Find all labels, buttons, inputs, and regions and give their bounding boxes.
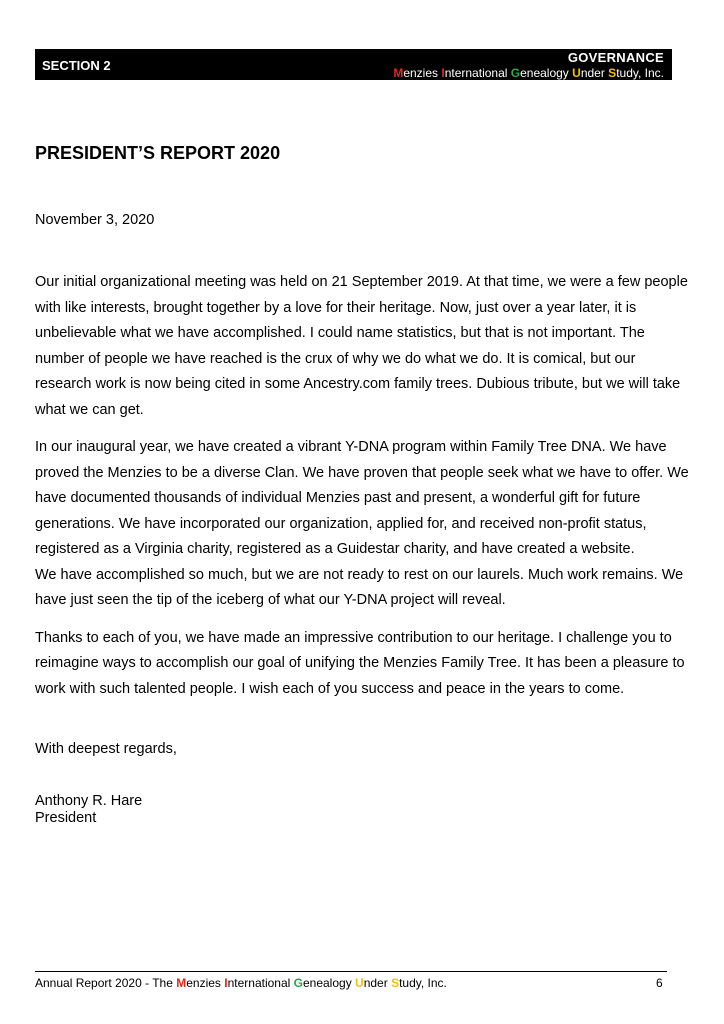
closing-line: With deepest regards, — [35, 741, 177, 757]
footer-initial-u: U — [355, 976, 364, 990]
footer-word-menzies: enzies — [186, 976, 225, 990]
org-word-international: nternational — [444, 66, 511, 80]
footer-initial-i: I — [224, 976, 228, 990]
footer-initial-m: M — [176, 976, 187, 990]
report-date: November 3, 2020 — [35, 212, 155, 228]
org-word-menzies: enzies — [403, 66, 442, 80]
org-initial-m: M — [393, 66, 404, 80]
footer-word-genealogy: enealogy — [302, 976, 356, 990]
section-label: SECTION 2 — [42, 58, 111, 73]
report-body — [35, 270, 695, 714]
org-initial-g: G — [510, 66, 521, 80]
footer-text — [35, 976, 447, 990]
page-number: 6 — [656, 976, 663, 990]
footer-word-international: nternational — [227, 976, 294, 990]
org-initial-u: U — [572, 66, 581, 80]
paragraph-2: In our inaugural year, we have created a vibrant Y-DNA program within Family Tree DNA. We have proved the Menzies to be a diverse Clan. We have proven that people seek what we have to offer. We have documented thousands of individual Menzies past and present, a wonderful gift for future generations. We have incorporated our organization, applied for, and received non-profit status, registered as a Virginia charity, registered as a Guidestar charity, and have created a website. — [35, 439, 689, 557]
governance-label: GOVERNANCE — [567, 50, 664, 65]
org-word-genealogy: enealogy — [520, 66, 573, 80]
signatory-name: Anthony R. Hare — [35, 793, 143, 809]
section-header-bar — [35, 49, 672, 80]
footer-word-under: nder — [363, 976, 392, 990]
footer-initial-g: G — [293, 976, 303, 990]
paragraph-4: Thanks to each of you, we have made an impressive contribution to our heritage. I challenge you to reimagine ways to accomplish our goal of unifying the Menzies Family Tree. It has been a pleasure to work with such talented people. I wish each of you success and peace in the years to come. — [35, 629, 685, 697]
footer-prefix: Annual Report 2020 - The — [35, 976, 177, 990]
org-word-under: nder — [580, 66, 609, 80]
page-title: PRESIDENT’S REPORT 2020 — [35, 143, 281, 163]
footer-initial-s: S — [391, 976, 400, 990]
paragraph-3: We have accomplished so much, but we are not ready to rest on our laurels. Much work remains. We have just seen the tip of the iceberg of what our Y-DNA project will reveal. — [35, 566, 684, 608]
org-initial-s: S — [608, 66, 617, 80]
footer-word-study: tudy, Inc. — [399, 976, 447, 990]
paragraph-1: Our initial organizational meeting was held on 21 September 2019. At that time, we were a few people with like interests, brought together by a love for their heritage. Now, just over a year later, it is unbelievable what we have accomplished. I could name statistics, but that is not important. The number of people we have reached is the crux of why we do what we do. It is comical, but our research work is now being cited in some Ancestry.com family trees. Dubious tribute, but we will take what we can get. — [35, 274, 688, 418]
header-org-name — [393, 66, 664, 80]
footer-divider — [35, 971, 667, 972]
org-word-study: tudy, Inc. — [616, 66, 664, 80]
signature-block — [35, 793, 142, 827]
signatory-role: President — [35, 810, 97, 826]
org-initial-i: I — [441, 66, 445, 80]
